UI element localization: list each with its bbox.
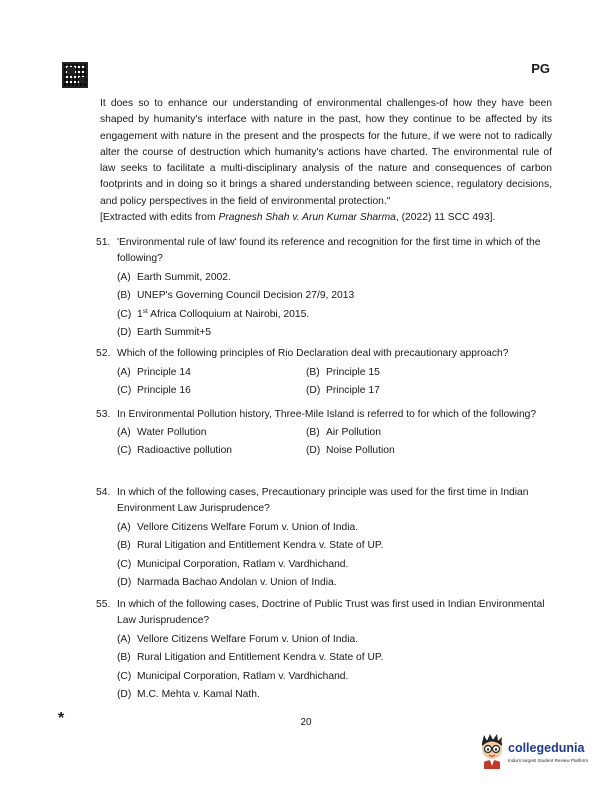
option-b[interactable]: (B) Rural Litigation and Entitlement Kendra v. State of UP. [117,540,384,552]
option-b[interactable]: (B) UNEP's Governing Council Decision 27/9, 2013 [117,290,355,302]
option-a[interactable]: (A) Principle 14 [117,367,191,379]
footer-star: * [58,710,65,727]
brand-tagline: India's largest Student Review Platform [508,758,589,763]
question-number: 53. [96,409,111,420]
option-a[interactable]: (A) Vellore Citizens Welfare Forum v. Union of India. [117,521,359,533]
passage: It does so to enhance our understanding of environmental challenges-of how they have been shaped by humanity's interface with nature in the past, how they continue to be affected by its engagement with nature in the present and the prospects for the future, if we were not to radically alter the course of destruction which humanity's actions have charted. The environmental rule of law seeks to facilitate a multi-disciplinary analysis of the nature and consequences of carbon footprints and in doing so it brings a shared understanding between science, regulatory decisions, and policy perspectives in the field of environmental protection." [100,98,552,207]
question-55 [96,597,552,705]
option-d[interactable]: (D) Principle 17 [306,384,380,396]
option-d[interactable]: (D) Narmada Bachao Andolan v. Union of India. [117,577,337,589]
question-text: In which of the following cases, Precautionary principle was used for the first time in Indian Environment Law Jurisprudence? [117,487,529,515]
option-b[interactable]: (B) Air Pollution [306,427,381,439]
question-text: In which of the following cases, Doctrine of Public Trust was first used in Indian Environmental Law Jurisprudence? [117,599,545,627]
option-c[interactable]: (C) Municipal Corporation, Ratlam v. Vardhichand. [117,670,349,682]
brand-name: collegedunia [508,741,585,755]
option-b[interactable]: (B) Rural Litigation and Entitlement Kendra v. State of UP. [117,652,384,664]
source-prefix: [Extracted with edits from [100,212,219,223]
question-52 [96,346,552,399]
qr-code [62,62,88,88]
question-54 [96,485,552,593]
question-number: 51. [96,237,111,248]
paper-code: PG [531,61,550,76]
question-text: In Environmental Pollution history, Three-Mile Island is referred to for which of the following? [117,409,537,420]
option-b[interactable]: (B) Principle 15 [306,367,380,379]
mascot-icon [478,733,506,769]
option-d[interactable]: (D) Earth Summit+5 [117,327,212,339]
source-case: Pragnesh Shah v. Arun Kumar Sharma [218,212,396,223]
question-number: 52. [96,348,111,359]
question-number: 55. [96,599,111,610]
passage-source [100,210,552,226]
option-a[interactable]: (A) Earth Summit, 2002. [117,271,231,283]
option-d[interactable]: (D) Noise Pollution [306,444,395,456]
page-number: 20 [300,717,312,728]
question-53 [96,407,552,459]
question-number: 54. [96,487,111,498]
question-text: Which of the following principles of Rio Declaration deal with precautionary approach? [117,348,509,359]
source-suffix: , (2022) 11 SCC 493]. [395,212,496,223]
question-51 [96,235,552,343]
brand-logo [478,733,604,773]
option-c[interactable]: (C) 1st Africa Colloquium at Nairobi, 2015. [117,307,310,320]
option-d[interactable]: (D) M.C. Mehta v. Kamal Nath. [117,689,260,701]
question-text: 'Environmental rule of law' found its reference and recognition for the first time in which of the following? [117,237,541,265]
option-a[interactable]: (A) Water Pollution [117,427,207,439]
option-a[interactable]: (A) Vellore Citizens Welfare Forum v. Union of India. [117,633,359,645]
option-c[interactable]: (C) Municipal Corporation, Ratlam v. Vardhichand. [117,558,349,570]
option-c[interactable]: (C) Principle 16 [117,384,191,396]
option-c[interactable]: (C) Radioactive pollution [117,444,233,456]
